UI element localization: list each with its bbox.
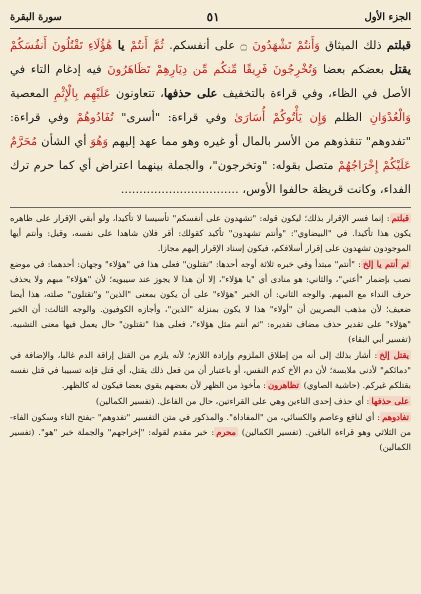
note-keyword: على حذفها [371, 396, 409, 406]
bold-commentary-word: قبلتم [386, 38, 411, 52]
ellipsis-dots: ................................ [120, 182, 239, 196]
text-run: : "أنتم" مبتدأ وفي خبره ثلاثة أوجه أحدها: "تقتلون" فعلى هذا في "هؤلاء" وجهان: أحدهما: في موضع نصب بإضمار "أعني"، والثاني: هو منادى أي "يا هؤلاء"، إلا أن هذا لا يجوز عند سيبويه؛ لأن "هؤلاء" مبهم ولا يحذف حرف النداء مع المبهم. والوجه الثاني: أن الخبر "هؤلاء" على أن يكون بمعنى "الذين" و"تقتلون" صلته، هذا أيضا ضعيف؛ لأن مذهب البصريين أن "أولاء" هذا لا يكون بمنزلة "الذين"، وأجازه الكوفيون. والوجه الثالث: أن الخبر "هؤلاء" على تقدير حذف مضاف تقديره: "ثم أنتم مثل هؤلاء"، فعلى هذا "تقتلون" حال يعمل فيها معنى التشبيه. (تفسير أبي البقاء) [10, 259, 411, 344]
footnote-paragraph [10, 348, 411, 393]
quran-verse-text: مُحَرَّمٌ عَلَيْكُمْ إِخْرَاجُهُمْ [10, 134, 411, 172]
page-header [10, 6, 411, 29]
bold-commentary-word: يقتل [389, 62, 411, 76]
note-keyword: ثم أنتم يا إلخ [363, 259, 410, 269]
main-text [10, 33, 411, 201]
text-run: ، تتعاونون [110, 86, 164, 100]
text-run: : مأخوذ من الظهر لأن بعضهم يقوي بعضا فيكون له كالظهر. [61, 380, 266, 390]
text-run: : أشار بذلك إلى أنه من إطلاق الملزوم وإرادة اللازم؛ لأنه يلزم من القتل إراقة الدم غالبا، والإضافة في "دمائكم" لأدنى ملابسة؛ لأن دم الأخ كدم النفس، أو باعتبار أن من فعل ذلك يقتل، أي قتل فإنه تسبيبا في قتل نفسه بقتلكم غيركم. (حاشية الصاوي) [10, 350, 411, 390]
note-keyword: قبلتم [391, 213, 409, 223]
text-run: وفي قراءة: "تفدوهم" تنقذوهم من الأسر بالمال أو غيره وهو مما عهد إليهم [10, 110, 411, 148]
footnote-paragraph [10, 394, 411, 409]
juz-label: الجزء الأول [364, 11, 411, 23]
text-run: : إنما فسر الإقرار بذلك؛ ليكون قوله: "تشهدون على أنفسكم" تأسيسا لا تأكيدا، ولو أبقي الإقرار على ظاهره يكون هذا تأكيدا. في "البيضاوي": "وأنتم تشهدون" تأكيد كقولك: أقر فلان شاهدا على نفسه، وقيل: وأنتم أيها الموجودون تشهدون على إقرار أسلافكم، فيكون إسناد الإقرار إليهم مجازا. [10, 213, 411, 253]
footnote-divider [10, 207, 411, 208]
page-number: ٥١ [206, 10, 220, 24]
quran-verse-text: عَلَيْهِم بِالْإِثْمِ [53, 86, 111, 100]
quran-verse-text: ثُمَّ أَنتُمْ [130, 38, 164, 52]
text-run: بعضكم بعضا [317, 62, 390, 76]
note-keyword: تفادوهم [382, 412, 409, 422]
footnotes [10, 211, 411, 455]
quran-verse-text: هَٰؤُلَاءِ تَقْتُلُونَ أَنفُسَكُمْ [10, 38, 113, 52]
text-run: ذلك الميثاق [319, 38, 387, 52]
quran-verse-text: وَالْعُدْوَانِ [369, 110, 411, 124]
quran-verse-text: وَتُخْرِجُونَ فَرِيقًا مِّنكُم مِّن دِيَارِهِمْ تَظَاهَرُونَ [107, 62, 318, 76]
text-run: المعصية [10, 86, 54, 100]
quran-verse-text: وَأَنتُمْ تَشْهَدُونَ [252, 38, 320, 52]
text-run: : أي لنافع وعاصم والكسائي، من "المفاداة". والمذكور في متن التفسير "تفدوهم" -بفتح التاء وسكون الفاء- من الثلاثي وهو قراءة الباقين. (تفسير الكمالين) [10, 412, 411, 437]
text-run: أي الشأن [37, 134, 91, 148]
quran-verse-text: وَهُوَ [90, 134, 109, 148]
text-run: متصل بقوله: "وتخرجون"، والجملة بينهما اعتراض أي كما حرم ترك الفداء، وكانت قريظة حالفوا الأوس، [10, 158, 411, 196]
text-run: الظلم [326, 110, 370, 124]
text-run: فيه إدغام التاء في الأصل في الظاء، وفي قراءة بالتخفيف [10, 62, 411, 100]
quran-verse-text: تُفَادُوهُمْ [76, 110, 114, 124]
text-run: وفي قراءة: "أسرى" [113, 110, 235, 124]
text-run: : خبر مقدم لقوله: "إخراجهم" والجملة خبر "هو". (تفسير الكمالين) [10, 427, 411, 452]
bold-commentary-word: يا [112, 38, 131, 52]
footnote-paragraph [10, 211, 411, 256]
footnote-paragraph [10, 410, 411, 455]
main-paragraph [10, 33, 411, 201]
note-keyword: تظاهرون [267, 380, 299, 390]
footnote-paragraph [10, 257, 411, 347]
text-run: : أي حذف إحدى التاءين وهي على القراءتين، حال من الفاعل. (تفسير الكمالين) [95, 396, 370, 406]
note-keyword: يقتل إلخ [379, 350, 410, 360]
note-keyword: محرم [216, 427, 236, 437]
text-run: ۝ على أنفسكم. [163, 38, 253, 52]
quran-verse-text: وَإِن يَأْتُوكُمْ أُسَارَىٰ [234, 110, 327, 124]
surah-label: سورة البقرة [10, 11, 62, 23]
bold-commentary-word: على حذفها [163, 86, 218, 100]
